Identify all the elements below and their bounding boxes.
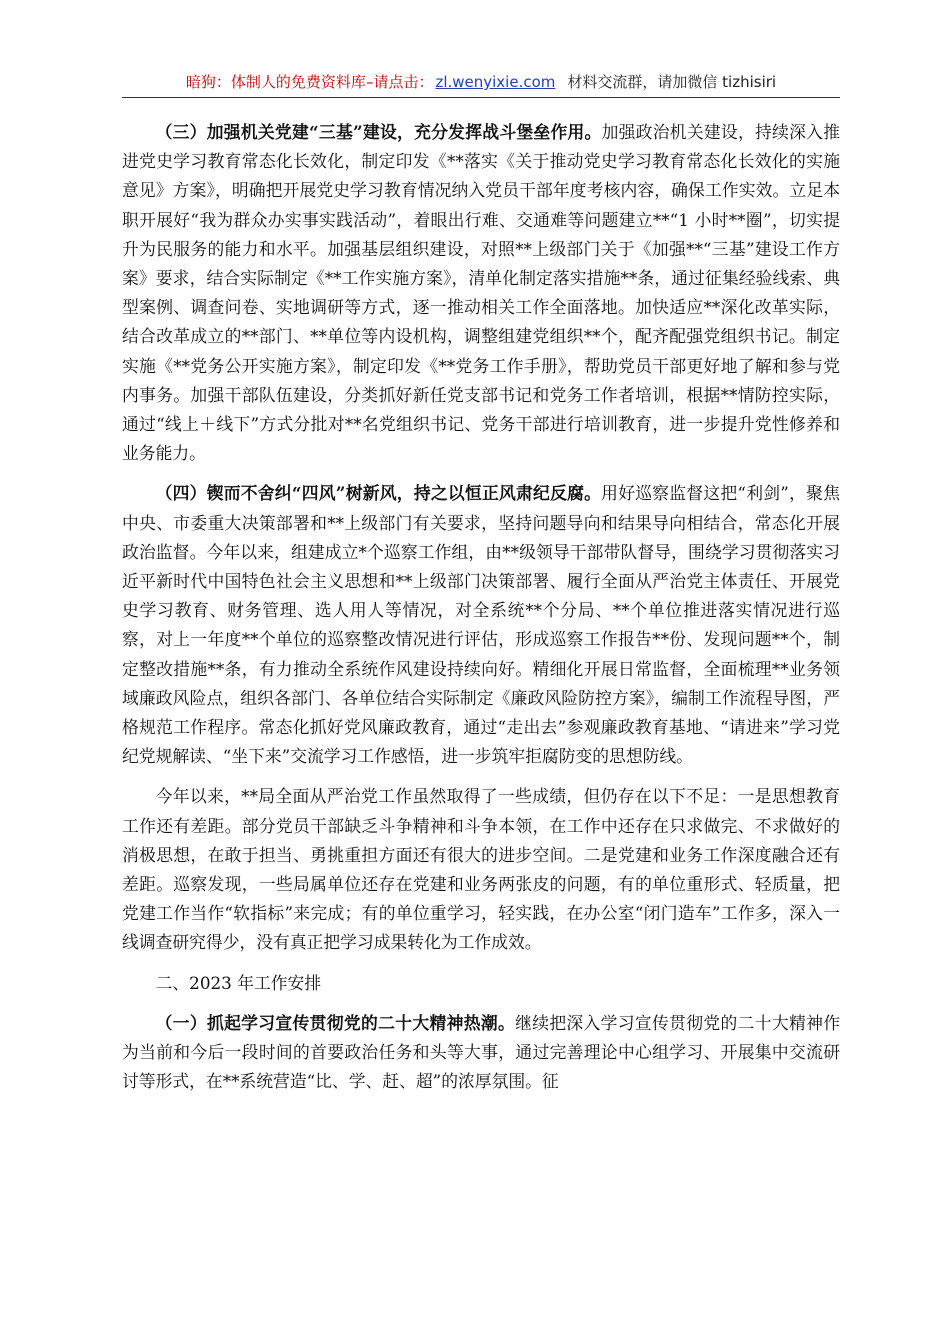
header-brand: 暗狗：体制人的免费资料库 [185, 73, 366, 91]
paragraph-text: 今年以来，**局全面从严治党工作虽然取得了一些成绩，但仍存在以下不足：一是思想教育工作还有差距。部分党员干部缺乏斗争精神和斗争本领，在工作中还存在只求做完、不求做好的消极思想，在敢于担当、勇挑重担方面还有很大的进步空间。二是党建和业务工作深度融合还有差距。巡察发现，一些局属单位还存在党建和业务两张皮的问题，有的单位重形式、轻质量，把党建工作当作“软指标”来完成；有的单位重学习，轻实践，在办公室“闭门造车”工作多，深入一线调查研究得少，没有真正把学习成果转化为工作成效。 [122, 786, 840, 953]
paragraph-lead: （一）抓起学习宣传贯彻党的二十大精神热潮。 [155, 1012, 516, 1033]
paragraph [122, 479, 840, 771]
paragraph [122, 782, 840, 957]
header-divider [122, 97, 840, 98]
paragraph-text: 用好巡察监督这把“利剑”，聚焦中央、市委重大决策部署和**上级部门有关要求，坚持问题导向和结果导向相结合，常态化开展政治监督。今年以来，组建成立*个巡察工作组，由**级领导干部带队督导，围绕学习贯彻落实习近平新时代中国特色社会主义思想和**上级部门决策部署、履行全面从严治党主体责任、开展党史学习教育、财务管理、选人用人等情况，对全系统**个分局、**个单位推进落实情况进行巡察，对上一年度**个单位的巡察整改情况进行评估，形成巡察工作报告**份、发现问题**个，制定整改措施**条，有力推动全系统作风建设持续向好。精细化开展日常监督，全面梳理**业务领域廉政风险点，组织各部门、各单位结合实际制定《廉政风险防控方案》，编制工作流程导图，严格规范工作程序。常态化抓好党风廉政教育，通过“走出去”参观廉政教育基地、“请进来”学习党纪党规解读、“坐下来”交流学习工作感悟，进一步筑牢拒腐防变的思想防线。 [122, 483, 840, 767]
header-contact: 材料交流群，请加微信 tizhisiri [567, 73, 777, 91]
section-heading [122, 969, 840, 998]
paragraph-text: 加强政治机关建设，持续深入推进党史学习教育常态化长效化，制定印发《**落实《关于推动党史学习教育常态化长效化的实施意见》方案》，明确把开展党史学习教育情况纳入党员干部年度考核内容，确保工作实效。立足本职开展好“我为群众办实事实践活动”，着眼出行难、交通难等问题建立**“1 小时**圈”，切实提升为民服务的能力和水平。加强基层组织建设，对照**上级部门关于《加强**“三基”建设工作方案》要求，结合实际制定《**工作实施方案》，清单化制定落实措施**条，通过征集经验线索、典型案例、调查问卷、实地调研等方式，逐一推动相关工作全面落地。加快适应**深化改革实际，结合改革成立的**部门、**单位等内设机构，调整组建党组织**个，配齐配强党组织书记。制定实施《**党务公开实施方案》，制定印发《**党务工作手册》，帮助党员干部更好地了解和参与党内事务。加强干部队伍建设，分类抓好新任党支部书记和党务工作者培训，根据**情防控实际，通过“线上＋线下”方式分批对**名党组织书记、党务干部进行培训教育，进一步提升党性修养和业务能力。 [122, 122, 840, 464]
header-link[interactable]: zl.wenyixie.com [435, 73, 556, 91]
section-heading-text: 二、2023 年工作安排 [155, 972, 322, 993]
paragraph [122, 118, 840, 468]
paragraph [122, 1009, 840, 1097]
page-header [122, 68, 840, 96]
paragraph-lead: （三）加强机关党建“三基”建设，充分发挥战斗堡垒作用。 [155, 122, 602, 142]
header-prompt: –请点击： [365, 73, 434, 91]
paragraph-lead: （四）锲而不舍纠“四风”树新风，持之以恒正风肃纪反腐。 [155, 483, 602, 504]
document-body [122, 118, 840, 1108]
paragraph-text: 继续把深入学习宣传贯彻党的二十大精神作为当前和今后一段时间的首要政治任务和头等大事，通过完善理论中心组学习、开展集中交流研讨等形式，在**系统营造“比、学、赶、超”的浓厚氛围。征 [122, 1012, 840, 1092]
